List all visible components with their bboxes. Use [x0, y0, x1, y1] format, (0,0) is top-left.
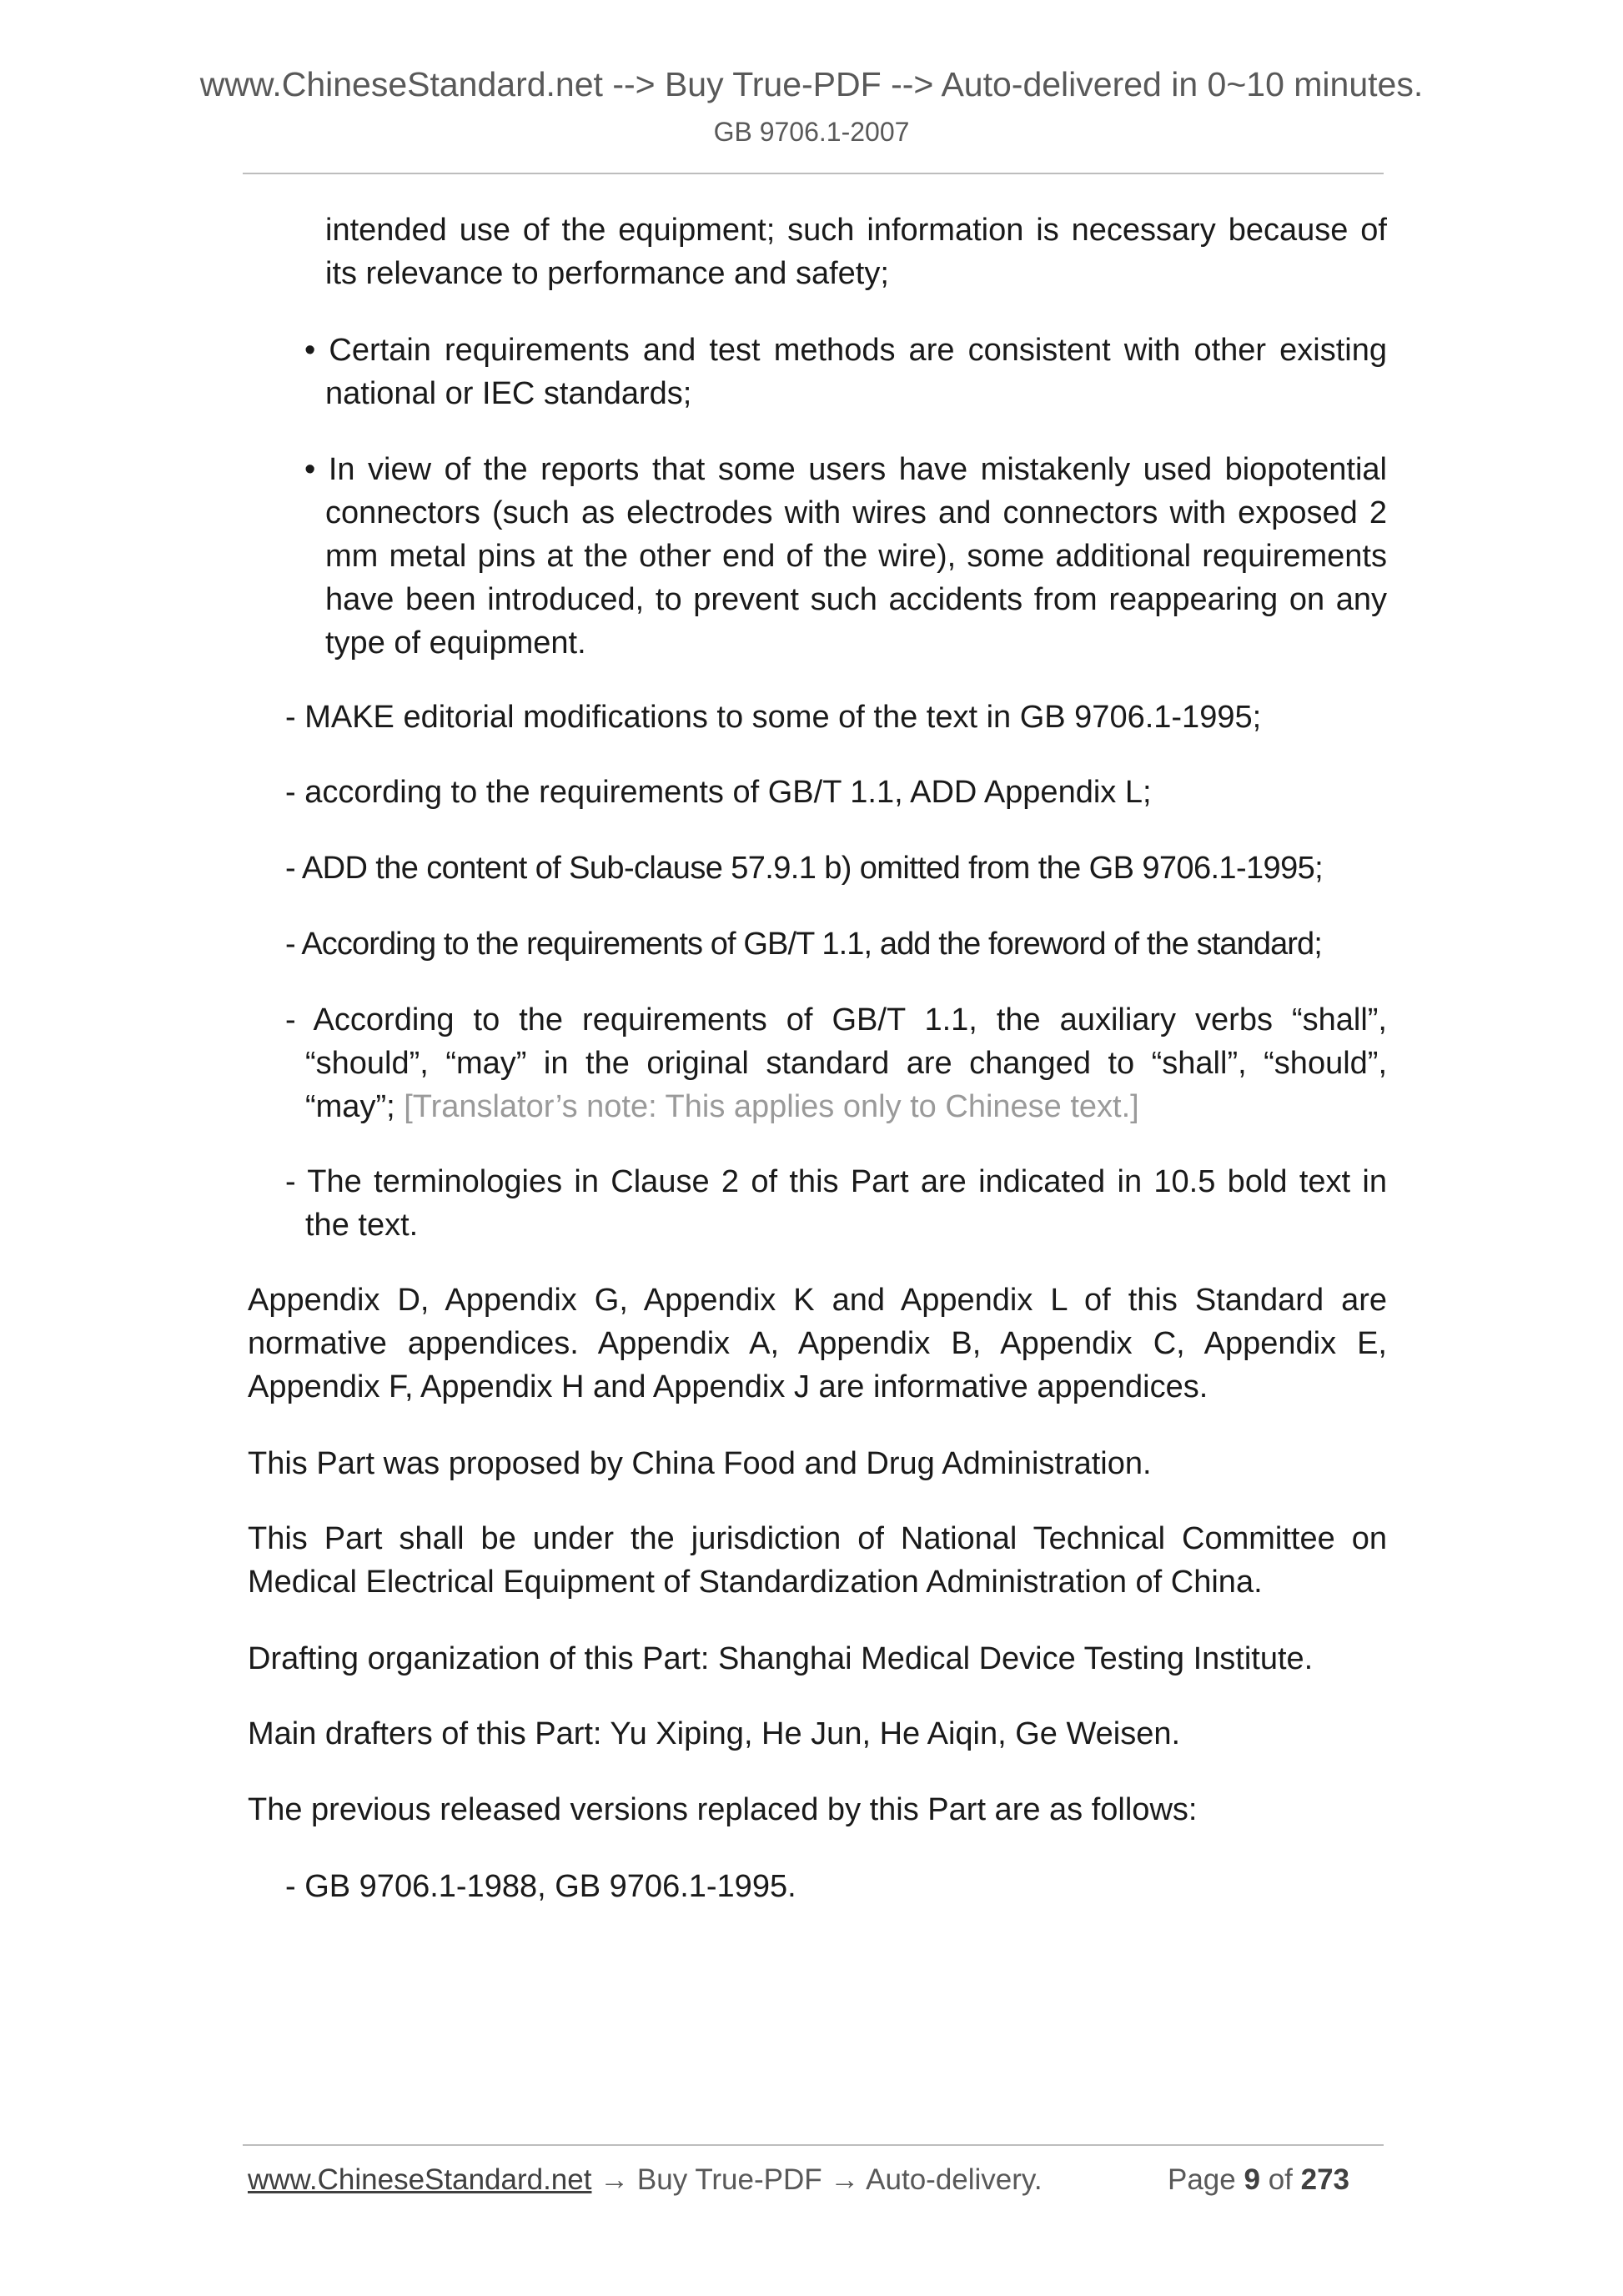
previous-versions-intro: The previous released versions replaced by this Part are as follows:	[248, 1792, 1198, 1827]
dash-item: - According to the requirements of GB/T 1.1, add the foreword of the standard;	[285, 927, 1322, 962]
page-label: Page	[1168, 2163, 1236, 2196]
dash-item: - according to the requirements of GB/T 1.1, ADD Appendix L;	[285, 775, 1152, 810]
dash-item: - ADD the content of Sub-clause 57.9.1 b) omitted from the GB 9706.1-1995;	[285, 851, 1324, 886]
page-indicator	[1168, 2163, 1349, 2197]
bullet-item: • Certain requirements and test methods are consistent with other existing national or IEC standards;	[304, 333, 1387, 411]
bullet-continuation: intended use of the equipment; such information is necessary because of its relevance to performance and safety;	[325, 213, 1387, 291]
footer-site-link[interactable]: www.ChineseStandard.net	[248, 2163, 592, 2196]
dash-item-text: - According to the requirements of GB/T 1.1, the auxiliary verbs “shall”, “should”, “may” in the original standard are changed to “shall”, “should”, “may”;	[285, 1002, 1387, 1124]
previous-versions-item: - GB 9706.1-1988, GB 9706.1-1995.	[285, 1869, 796, 1904]
dash-item: - The terminologies in Clause 2 of this Part are indicated in 10.5 bold text in the text.	[285, 1164, 1387, 1243]
of-label: of	[1268, 2163, 1293, 2196]
header-divider	[243, 173, 1384, 174]
footer-left	[248, 2163, 1043, 2197]
proposer-paragraph: This Part was proposed by China Food and Drug Administration.	[248, 1446, 1152, 1481]
dash-item: - MAKE editorial modifications to some of the text in GB 9706.1-1995;	[285, 700, 1262, 735]
total-pages: 273	[1300, 2163, 1350, 2196]
drafting-organization-paragraph: Drafting organization of this Part: Shanghai Medical Device Testing Institute.	[248, 1641, 1314, 1676]
page-number: 9	[1244, 2163, 1260, 2196]
header-banner: www.ChineseStandard.net --> Buy True-PDF --> Auto-delivered in 0~10 minutes.	[199, 65, 1424, 103]
appendix-paragraph: Appendix D, Appendix G, Appendix K and Appendix L of this Standard are normative appendices. Appendix A, Appendix B, Appendix C, Appendix E, Appendix F, Appendix H and Appendix J are informative appendices.	[248, 1283, 1387, 1404]
document-code: GB 9706.1-2007	[713, 117, 910, 147]
footer-tagline: → Buy True-PDF → Auto-delivery.	[591, 2163, 1043, 2196]
drafters-paragraph: Main drafters of this Part: Yu Xiping, He Jun, He Aiqin, Ge Weisen.	[248, 1716, 1181, 1751]
jurisdiction-paragraph: This Part shall be under the jurisdiction of National Technical Committee on Medical Electrical Equipment of Standardization Administration of China.	[248, 1521, 1387, 1600]
dash-item-auxiliary-verbs	[285, 998, 1387, 1128]
translator-note: [Translator’s note: This applies only to Chinese text.]	[404, 1089, 1139, 1124]
footer-divider	[243, 2144, 1384, 2146]
bullet-item: • In view of the reports that some users have mistakenly used biopotential connectors (such as electrodes with wires and connectors with exposed 2 mm metal pins at the other end of the wire), some additional requirements have been introduced, to prevent such accidents from reappearing on any type of equipment.	[304, 452, 1387, 661]
